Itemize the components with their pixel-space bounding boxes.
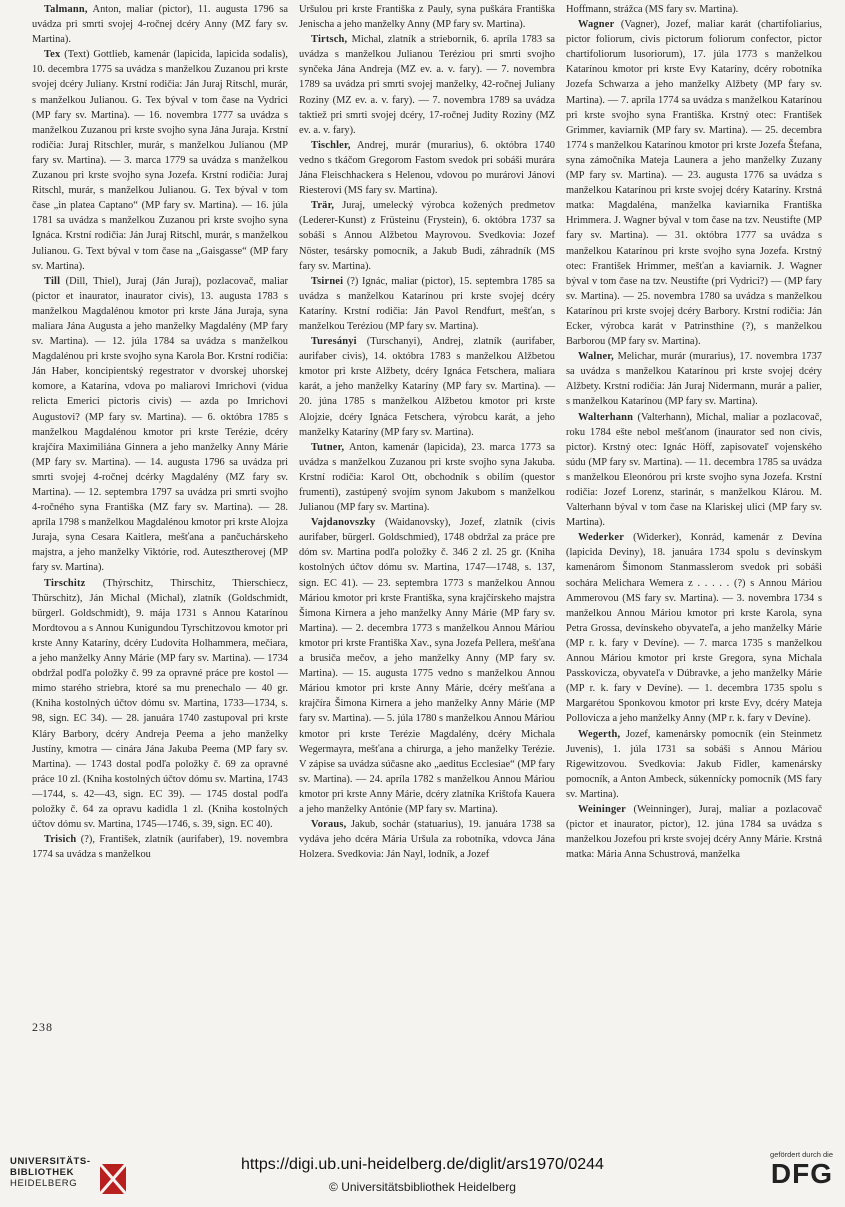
- entry-paragraph: [299, 2, 555, 32]
- entry-paragraph: [32, 576, 288, 833]
- entry-headword: Till: [44, 275, 61, 287]
- text-columns: [32, 2, 822, 861]
- library-name-line1: UNIVERSITÄTS-: [10, 1156, 91, 1167]
- entry-headword: Talmann,: [44, 4, 88, 15]
- column-right: [566, 2, 822, 861]
- entry-text: Melichar, murár (murarius), 17. novembra 1737 sa uvádza s manželkou Katarínou pri krste svojej dcéry Alžbety. Krstní rodičia: Ján Juraj Nidermann, murár a palier, s manželkou Katarínou (MP fary sv. Martina).: [566, 351, 822, 408]
- entry-headword: Wagner: [578, 19, 615, 31]
- column-left: [32, 2, 288, 861]
- entry-paragraph: [299, 274, 555, 334]
- entry-paragraph: [32, 2, 288, 47]
- entry-text: Anton, kamenár (lapicida), 23. marca 1773 sa uvádza s manželkou Zuzanou pri krste svojho syna Jakuba. Krstní rodičia: Karol Ott, obchodník s obilím (questor frumenti), zastúpený svojím synom Jakubom s manželkou Julianou (MP fary sv. Martina).: [299, 441, 555, 514]
- entry-paragraph: [566, 530, 822, 726]
- entry-paragraph: [299, 138, 555, 198]
- entry-text: (Turschanyi), Andrej, zlatník (aurifaber, aurifaber civis), 14. októbra 1783 s manželkou Alžbetou kmotor pri krste Alžbety, dcéry Ignáca Fetschera, maliara karát, a jeho manželky Kataríny (MP fary sv. Martina). — 20. júna 1785 s manželkou Alžbetou kmotor pri krste Alojzie, dcéry Ignáca Fetschera, výrobcu karát, a jeho manželky Kataríny (MP fary sv. Martina).: [299, 336, 555, 438]
- entry-text: Anton, maliar (pictor), 11. augusta 1796 sa uvádza pri smrti svojej 4-ročnej dcéry Anny (MZ fary sv. Martina).: [32, 4, 288, 46]
- entry-paragraph: [299, 32, 555, 138]
- entry-paragraph: [299, 817, 555, 862]
- page-url-link[interactable]: https://digi.ub.uni-heidelberg.de/diglit/ars1970/0244: [241, 1156, 604, 1173]
- entry-paragraph: [566, 2, 822, 17]
- entry-paragraph: [299, 440, 555, 515]
- entry-headword: Tischler,: [311, 139, 351, 151]
- entry-text: Hoffmann, strážca (MS fary sv. Martina).: [566, 4, 739, 15]
- entry-text: (Weinninger), Juraj, maliar a pozlacovač (pictor et inaurator, pictor), 12. júna 1784 sa uvádza s manželkou Jozefou pri krste svojej dcéry Anny Márie. Krstná matka: Mária Anna Schustrová, manželka: [566, 803, 822, 861]
- entry-headword: Tirtsch,: [311, 34, 348, 46]
- entry-paragraph: [566, 727, 822, 802]
- entry-text: (Text) Gottlieb, kamenár (lapicida, lapicida sodalis), 10. decembra 1775 sa uvádza s manželkou Zuzanou pri krste svojej dcéry Juliany. Krstní rodičia: Ján Juraj Ritschl, murár, s manželkou Julianou. G. Tex býval v tom čase na Vydrici (MP fary sv. Martina). — 16. novembra 1777 sa uvádza s manželkou Zuzanou pri krste svojho syna Jána Juraja. Krstní rodičia: Juraj Ritschler, murár, s manželkou Julianou (MP fary sv. Martina). — 3. marca 1779 sa uvádza s manželkou Zuzanou pri krste svojho syna Jozefa. Krstní rodičia: Juraj Ritschl, murár, s manželkou Julianou. G. Tex býval v tom čase „in platea Captano“ (MP fary sv. Martina). — 16. júla 1781 sa uvádza s manželkou Zuzanou pri krste svojho syna Ignáca. Krstní rodičia: Ján Juraj Ritschl, murár, s manželkou Julianou. G. Text býval v tom čase na „Gaisgasse“ (MP fary sv. Martina).: [32, 49, 288, 272]
- entry-text: Juraj, umelecký výrobca kožených predmetov (Lederer-Kunst) z Früsteinu (Frystein), 6. októbra 1737 sa sobáši s Annou Alžbetou Mayrovou. Svedkovia: Jozef Nöster, tesársky pomocník, a Jakub Budi, záhradník (MS fary sv. Martina).: [299, 200, 555, 272]
- entry-text: (Thýrschitz, Thirschitz, Thierschiecz, Thürschitz), Ján Michal (Michal), zlatník (Goldschmidt, bürgerl. Goldschmidt), 9. mája 1731 s Annou Katarínou Mordtovou a s Annou Kunigundou Tyrschitzovou kmotor pri krste Anny Kataríny, dcéry Ľudovíta Holhammera, mečiara, a jeho manželky Anny Márie (MP fary sv. Martina). — 1734 obdržal podľa položky č. 99 za opravné práce pre kostol — mimo starého striebra, ktoré sa mu prenechalo — 40 gr. (Kniha kostolných účtov dómu sv. Martina, 1733—1734, s. 98, sign. EC 34). — 28. januára 1740 zastupoval pri krste Kláry Barbory, dcéry Andreja Peema a jeho manželky Justíny, kmotra — cinára Jána Jakuba Peema (MP fary sv. Martina). — 1743 dostal podľa položky č. 69 za opravné práce 10 zl. (Kniha kostolných účtov dómu sv. Martina, 1743—1744, s. 42—43, sign. EC 39). — 1745 dostal podľa položky č. 64 za opravu kadidla 1 zl. (Kniha kostolných účtov dómu sv. Martina, 1745—1746, s. 39, sign. EC 40).: [32, 577, 288, 831]
- entry-text: (?), František, zlatník (aurifaber), 19. novembra 1774 sa uvádza s manželkou: [32, 834, 288, 861]
- column-middle: [299, 2, 555, 861]
- entry-paragraph: [566, 349, 822, 409]
- copyright-text: © Universitätsbibliothek Heidelberg: [329, 1180, 516, 1194]
- entry-text: (Widerker), Konrád, kamenár z Devína (lapicida Deviny), 18. januára 1734 spolu s devínskym kamenárom Šimonom Stanmasslerom svedok pri sobáši sochára Melichara Wemera z . . . . . (?) s Annou Máriou Ammerovou (MS fary sv. Martina). — 3. novembra 1734 s manželkou Annou Máriou kmotor pri krste Karola, syna Petra Grossa, devínskeho obyvateľa, a jeho manželky Márie (MP r. k. fary v Devíne). — 7. marca 1735 s manželkou Annou Máriou kmotor pri krste Gregora, syna Michala Passkovicza, obyvateľa v Dúbravke, a jeho manželky Márie (MP r. k. fary v Devíne). — 1. decembra 1735 spolu s Margarétou Sponkovou kmotor pri krste Evy, dcéry Mateja Pollovicza a jeho manželky Anny (MP r. k. fary v Devíne).: [566, 532, 822, 725]
- library-name-line3: HEIDELBERG: [10, 1178, 78, 1189]
- entry-paragraph: [32, 832, 288, 862]
- dfg-logo: [755, 1150, 833, 1189]
- entry-headword: Trisich: [44, 834, 77, 846]
- entry-headword: Tutner,: [311, 441, 345, 453]
- entry-paragraph: [566, 17, 822, 349]
- entry-headword: Wederker: [578, 532, 625, 544]
- entry-text: (?) Ignác, maliar (pictor), 15. septembra 1785 sa uvádza s manželkou Katarínou pri krste svojej dcéry Kataríny. Krstní rodičia: Ján Pavol Rendfurt, mešťan, s manželkou Teréziou (MP fary sv. Martina).: [299, 275, 555, 332]
- entry-text: Michal, zlatník a striebornik, 6. apríla 1783 sa uvádza s manželkou Julianou Teréziou pri smrti svojho synčeka Jána Andreja (MZ ev. a. v. fary). — 7. novembra 1789 sa uvádza pri smrti svojej manželky, 42-ročnej Juliany Roziny (MZ ev. a. v. fary). — 7. novembra 1789 sa uvádza taktiež pri smrti svojej dcéry, 17-ročnej Judity Roziny (MZ ev. a. v. fary).: [299, 34, 555, 136]
- entry-headword: Weininger: [578, 803, 626, 815]
- entry-text: (Waidanovsky), Jozef, zlatník (civis aurifaber, bürgerl. Goldschmied), 1748 obdržal za práce pre dóm sv. Martina podľa položky č. 346 2 zl. 25 gr. (Kniha kostolných účtov dómu sv. Martina, 1747—1748, s. 137, sign. EC 41). — 23. septembra 1773 s manželkou Annou Máriou kmotor pri krste Františka, syna krajčírskeho majstra Šimona Kirnera a jeho manželky Anny Márie (MP fary sv. Martina). — 2. decembra 1773 s manželkou Annou Máriou kmotor pri krste Františka Xav., syna Jozefa Pellera, mešťana a brusiča mečov, a jeho manželky Anny (MP fary sv. Martina). — 15. augusta 1775 vedno s manželkou Annou Máriou kmotor pri krste Anny Márie, dcéry mešťana a krajčíra Šimona Kirnera a jeho manželky Anny Márie (MP fary sv. Martina). — 5. júla 1780 s manželkou Annou Máriou kmotor pri krste Terézie Magdalény, dcéry Michala Wegermayra, mešťana a chirurga, a jeho manželky Terézie. V zápise sa uvádza súčasne ako „aeditus Ecclesiae“ (MP fary sv. Martina). — 24. apríla 1782 s manželkou Annou Máriou kmotor pri krste Anny Márie, dcéry zlatníka Krištofa Kauera a jeho manželky Antónie (MP fary sv. Martina).: [299, 517, 555, 815]
- entry-text: Jozef, kamenársky pomocník (ein Steinmetz Juvenis), 1. júla 1731 sa sobáši s Annou Máriou Rigewitzovou. Svedkovia: Jakub Fidler, kamenársky pomocník, a Anton Ambeck, súkennícky pomocník (MS fary sv. Martina).: [566, 728, 822, 800]
- entry-text: (Dill, Thiel), Juraj (Ján Juraj), pozlacovač, maliar (pictor et inaurator, inaurator civis), 13. augusta 1783 s manželkou Magdalénou kmotor pri krste Jána Juraja, syna maliara Jána Augusta a jeho manželky Magdalény (MP fary sv. Martina). — 12. júla 1784 sa uvádza s manželkou Magdalénou pri krste svojho syna Karola Bor. Krstní rodičia: Ján Haber, koncipientský regestrator v dvorskej uhorskej komore, a Katarína, vdova po maliarovi Imrichovi (vidua relicta Emerici pictoris civis) — azda po Imrichovi Augustovi? (MP fary sv. Martina). — 6. októbra 1785 s manželkou Magdalénou kmotor pri krste Terézie, dcéry krajčíra Maximiliána Ginnera a jeho manželky Anny Márie (MP fary sv. Martina). — 14. augusta 1796 sa uvádza pri smrti svojej 4-ročnej dcérky Magdalény (MZ fary sv. Martina). — 12. septembra 1797 sa uvádza pri smrti svojho 4-ročného syna Františka (MZ fary sv. Martina). — 28. apríla 1798 s manželkou Magdalénou kmotor pri krste Alojza Juraja, syna Cesara Kaitlera, mešťana a pančuchárskeho majstra, a jeho manželky Viktórie, rod. Autesztherovej (MP fary sv. Martina).: [32, 275, 288, 574]
- entry-text: Andrej, murár (murarius), 6. októbra 1740 vedno s tkáčom Gregorom Fastom svedok pri sobáši murára Jána Fleischhackera s Helenou, vdovou po murárovi Jánovi Riesterovi (MS fary sv. Martina).: [299, 139, 555, 197]
- viewer-footer: [0, 1140, 845, 1207]
- entry-headword: Trär,: [311, 200, 335, 212]
- entry-headword: Tirschitz: [44, 577, 86, 589]
- entry-text: (Valterhann), Michal, maliar a pozlacovač, roku 1784 ešte nebol mešťanom (inaurator sed non civis, pictor). Krstný otec: Ignác Höff, zapisovateľ vojenského súdu (MP fary sv. Martina). — 11. decembra 1785 sa uvádza s manželkou Eleonórou pri krste svojho syna Jozefa. Krstní rodičia: Jozef Lorenz, starinár, s manželkou Klárou. M. Valterhann býval v tom čase na Klariskej ulici (MP fary sv. Martina).: [566, 411, 822, 529]
- entry-headword: Walterhann: [578, 411, 634, 423]
- entry-headword: Turesányi: [311, 336, 357, 348]
- entry-headword: Walner,: [578, 351, 614, 363]
- entry-paragraph: [32, 274, 288, 576]
- entry-paragraph: [299, 515, 555, 817]
- dfg-funding-text: gefördert durch die: [770, 1150, 833, 1159]
- entry-text: Uršulou pri krste Františka z Pauly, syna puškára Františka Jenischa a jeho manželky Anny (MP fary sv. Martina).: [299, 4, 555, 31]
- entry-paragraph: [299, 334, 555, 440]
- entry-headword: Tsirnei: [311, 275, 344, 287]
- entry-headword: Vajdanovszky: [311, 517, 376, 529]
- entry-headword: Voraus,: [311, 819, 347, 831]
- entry-headword: Tex: [44, 49, 61, 61]
- entry-paragraph: [566, 410, 822, 531]
- entry-headword: Wegerth,: [578, 728, 621, 740]
- entry-paragraph: [566, 802, 822, 862]
- entry-text: Jakub, sochár (statuarius), 19. januára 1738 sa vydáva jeho dcéra Mária Uršula za robotníka, vdovca Jána Holzera. Svedkovia: Ján Nayl, lodník, a Jozef: [299, 819, 555, 861]
- dfg-wordmark: DFG: [770, 1158, 833, 1189]
- page-number: 238: [32, 1020, 53, 1034]
- library-name-line2: BIBLIOTHEK: [10, 1167, 75, 1178]
- entry-paragraph: [299, 198, 555, 273]
- entry-text: (Vagner), Jozef, maliar karát (chartifoliarius, pictor foliorum, civis pictorum foliorum confector, pictor chartifoliorum lusoriorum), 17. júla 1773 s manželkou Katarínou kmotor pri krste Evy Kataríny, dcéry robotníka Jozefa Schwarza a jeho manželky Alžbety (MP fary sv. Martina). — 7. apríla 1774 sa uvádza s manželkou Katarínou pri krste svojho syna Františka. Krstný otec: František Grimmer, kaviarnik (MP fary sv. Martina). — 25. decembra 1774 s manželkou Katarínou kmotor pri krste Jozefa Štefana, syna zámočníka Mateja Launera a jeho manželky Zuzany (MP fary sv. Martina). — 23. augusta 1776 sa uvádza s manželkou Katarínou pri krste svojej dcéry Kataríny. Krstná matka: Magdaléna, manželka kaviarnika Františka Hrimmera. J. Wagner býval v tom čase na tzv. Neustifte (MP fary sv. Martina). — 31. októbra 1777 sa uvádza s manželkou Katarínou pri krste svojho syna Jozefa. Krstný otec: František Hrimmer, mešťan a kaviarnik. J. Wagner býval v tom čase na tzv. Neustifte (pri Vydrici?) — (MP fary sv. Martina). — 25. novembra 1780 sa uvádza s manželkou Katarínou pri krste svojej dcéry Barbory. Krstní rodičia: Ján Ecker, výrobca karát v Patrinsthine (?), s manželkou Barborou (MP fary sv. Martina).: [566, 19, 822, 348]
- entry-paragraph: [32, 47, 288, 273]
